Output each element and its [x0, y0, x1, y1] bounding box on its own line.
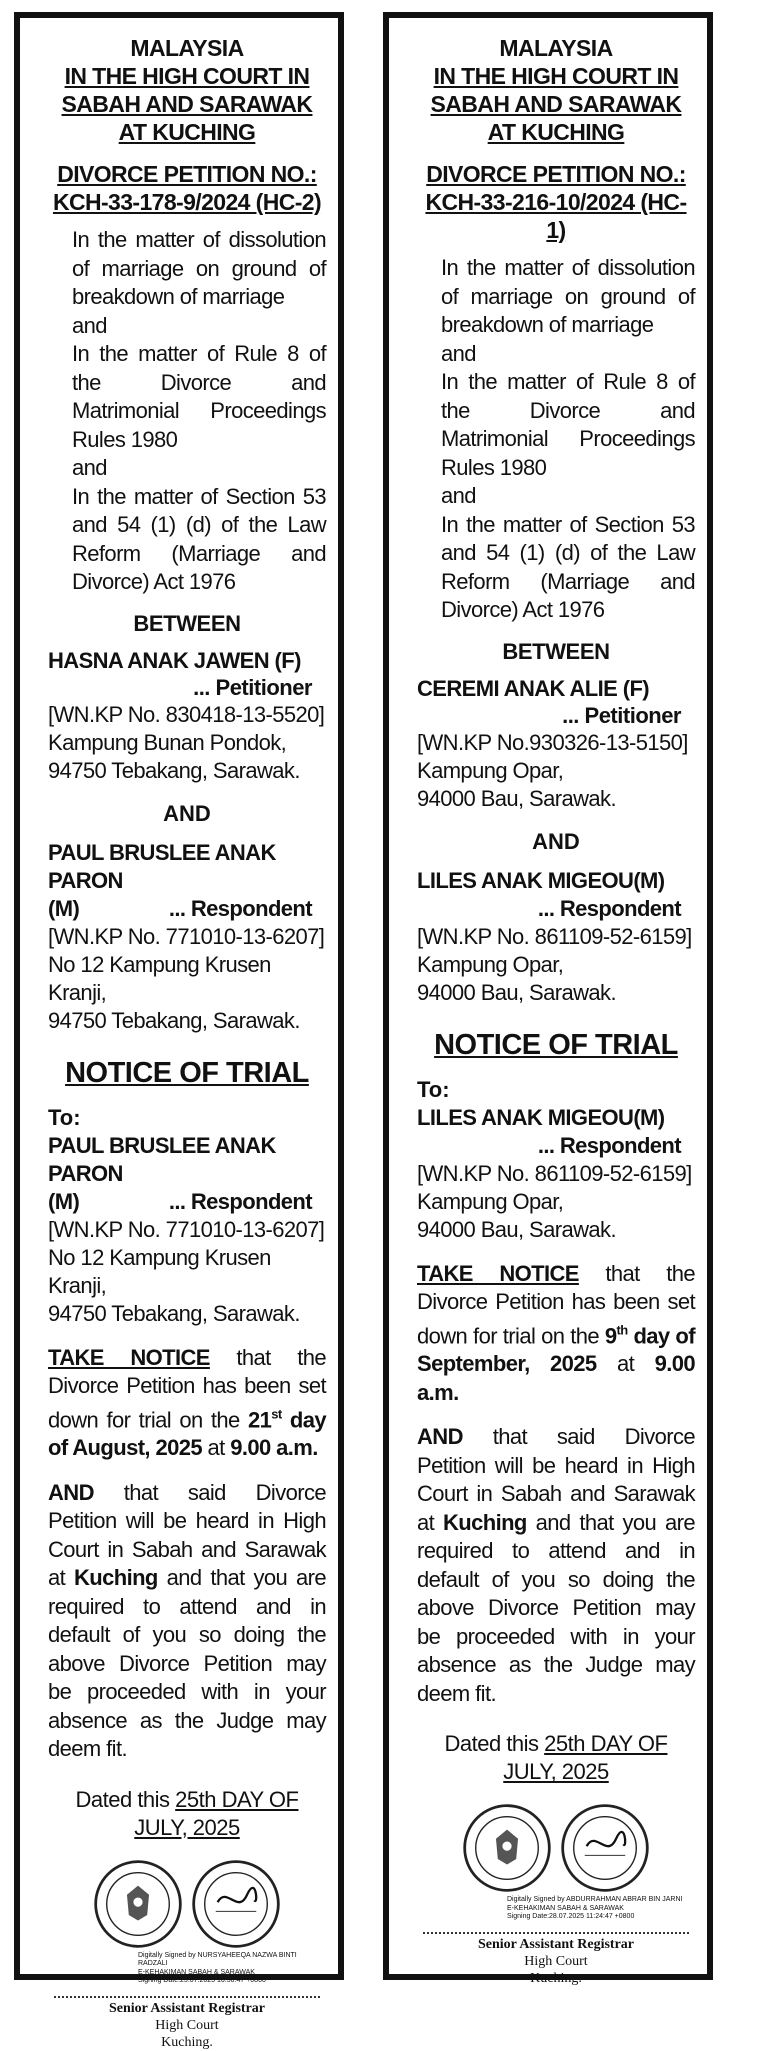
to-label: To: — [417, 1076, 450, 1102]
to-address-1: Kampung Opar, — [417, 1188, 564, 1214]
respondent-address-1: Kampung Opar, — [417, 951, 564, 977]
dated-prefix: Dated this — [75, 1786, 176, 1812]
heard-text-2: and that you are required to attend and in default of you so doing the above Divorce Petition may be proceeded with in your absence as the Judge may deem fit. — [417, 1509, 695, 1706]
notice-title: NOTICE OF TRIAL — [65, 1056, 309, 1089]
dated-line — [417, 1730, 695, 1786]
petitioner-role: ... Petitioner — [562, 702, 681, 728]
notice-column-1 — [14, 12, 344, 2050]
digital-signature-text: Digitally Signed by ABDURRAHMAN ABRAR BIN JARNI E-KEHAKIMAN SABAH & SARAWAK Signing Date:28.07.2025 11:24:47 +0800 — [507, 1896, 683, 1921]
trial-time: 9.00 a.m. — [230, 1435, 318, 1461]
and-label: AND — [163, 800, 211, 826]
and-bold: AND — [417, 1424, 463, 1450]
petitioner-address-2: 94000 Bau, Sarawak. — [417, 785, 616, 811]
to-label: To: — [48, 1104, 81, 1130]
heard-paragraph — [417, 1423, 695, 1708]
take-notice-paragraph — [48, 1344, 326, 1463]
petitioner-address-2: 94750 Tebakang, Sarawak. — [48, 757, 300, 783]
to-name: LILES ANAK MIGEOU(M) — [417, 1104, 665, 1130]
matter-and-1: and — [441, 340, 476, 366]
respondent-role: ... Respondent — [168, 895, 312, 921]
take-notice-label: TAKE NOTICE — [48, 1344, 210, 1370]
and-bold: AND — [48, 1479, 94, 1505]
to-role: ... Respondent — [168, 1188, 312, 1214]
court-seal-1 — [461, 1802, 553, 1894]
matters — [72, 226, 326, 597]
court-line-3: AT KUCHING — [487, 119, 625, 145]
registrar-line-2: High Court — [524, 1953, 588, 1969]
respondent-kp: [WN.KP No. 771010-13-6207] — [48, 923, 325, 949]
petition-label: DIVORCE PETITION NO.: — [426, 161, 686, 187]
heard-place: Kuching — [73, 1565, 158, 1591]
matters — [441, 254, 695, 625]
matter-and-2: and — [72, 455, 107, 480]
signature-dotted-line — [423, 1932, 689, 1934]
to-kp: [WN.KP No. 861109-52-6159] — [417, 1160, 692, 1186]
matter-3: In the matter of Section 53 and 54 (1) (d) of the Law Reform (Marriage and Divorce) Act 1976 — [72, 483, 326, 594]
respondent-role: ... Respondent — [537, 895, 681, 921]
trial-date-rest: day of September, 2025 — [417, 1322, 695, 1377]
respondent-role-line — [48, 895, 326, 923]
heard-place: Kuching — [442, 1509, 527, 1535]
petitioner-name: HASNA ANAK JAWEN (F) — [48, 647, 301, 673]
dated-date: 25th DAY OF JULY, 2025 — [503, 1731, 668, 1785]
court-line-2: SABAH AND SARAWAK — [61, 91, 313, 117]
notice-column-2 — [383, 12, 713, 1986]
dated-date: 25th DAY OF JULY, 2025 — [134, 1786, 299, 1840]
court-line-3: AT KUCHING — [118, 119, 256, 145]
to-block — [48, 1104, 326, 1328]
trial-date-rest: day of August, 2025 — [48, 1406, 326, 1461]
and-label: AND — [532, 828, 580, 854]
trial-day-suffix: th — [616, 1322, 628, 1338]
petitioner-block — [417, 675, 695, 813]
heard-text-1: that said Divorce Petition will be heard in High Court in Sabah and Sarawak at — [48, 1479, 326, 1591]
respondent-block — [48, 839, 326, 1035]
dated-line — [48, 1786, 326, 1842]
seals — [417, 1802, 695, 1894]
matter-2: In the matter of Rule 8 of the Divorce and Matrimonial Proceedings Rules 1980 — [441, 369, 695, 480]
respondent-kp: [WN.KP No. 861109-52-6159] — [417, 923, 692, 949]
to-role: ... Respondent — [537, 1132, 681, 1158]
trial-time: 9.00 a.m. — [417, 1351, 695, 1405]
respondent-role-line — [417, 895, 695, 923]
matter-and-1: and — [72, 312, 107, 338]
respondent-suffix: (M) — [48, 895, 80, 921]
registrar-line-3: Kuching. — [161, 2034, 213, 2050]
to-role-line — [48, 1188, 326, 1216]
court-seal-2 — [190, 1858, 282, 1950]
trial-at: at — [596, 1351, 655, 1377]
matter-2: In the matter of Rule 8 of the Divorce and Matrimonial Proceedings Rules 1980 — [72, 341, 326, 452]
trial-at: at — [202, 1435, 231, 1461]
to-role-line — [417, 1132, 695, 1160]
trial-day: 21 — [247, 1406, 272, 1432]
registrar-block — [48, 2000, 326, 2051]
respondent-address-2: 94750 Tebakang, Sarawak. — [48, 1007, 300, 1033]
respondent-name: LILES ANAK MIGEOU(M) — [417, 867, 665, 893]
registrar-block — [417, 1936, 695, 1987]
take-notice-text: that the Divorce Petition has been set down for trial on the — [48, 1344, 326, 1432]
to-kp: [WN.KP No. 771010-13-6207] — [48, 1216, 325, 1242]
to-suffix: (M) — [48, 1188, 80, 1214]
header — [417, 34, 695, 244]
matter-and-2: and — [441, 483, 476, 508]
matter-3: In the matter of Section 53 and 54 (1) (d) of the Law Reform (Marriage and Divorce) Act 1976 — [441, 511, 695, 622]
take-notice-text: that the Divorce Petition has been set down for trial on the — [417, 1260, 695, 1348]
to-address-2: 94750 Tebakang, Sarawak. — [48, 1300, 300, 1326]
heard-text-2: and that you are required to attend and in default of you so doing the above Divorce Petition may be proceeded with in your absence as the Judge may deem fit. — [48, 1565, 326, 1762]
header — [48, 34, 326, 216]
registrar-line-2: High Court — [155, 2017, 219, 2033]
matter-1: In the matter of dissolution of marriage on ground of breakdown of marriage — [441, 255, 695, 337]
trial-day: 9 — [604, 1322, 617, 1348]
take-notice-label: TAKE NOTICE — [417, 1260, 579, 1286]
matter-1: In the matter of dissolution of marriage on ground of breakdown of marriage — [72, 227, 326, 309]
court-line-2: SABAH AND SARAWAK — [430, 91, 682, 117]
petitioner-kp: [WN.KP No.930326-13-5150] — [417, 729, 688, 755]
country: MALAYSIA — [499, 35, 613, 61]
court-line-1: IN THE HIGH COURT IN — [433, 63, 679, 89]
respondent-name: PAUL BRUSLEE ANAK PARON — [48, 839, 276, 893]
petitioner-address-1: Kampung Bunan Pondok, — [48, 729, 287, 755]
notice-title: NOTICE OF TRIAL — [434, 1028, 678, 1061]
court-seal-2 — [559, 1802, 651, 1894]
heard-text-1: that said Divorce Petition will be heard in High Court in Sabah and Sarawak at — [417, 1424, 695, 1535]
seals — [48, 1858, 326, 1950]
between-label: BETWEEN — [133, 610, 241, 636]
respondent-address-1: No 12 Kampung Krusen Kranji, — [48, 951, 271, 1005]
respondent-address-2: 94000 Bau, Sarawak. — [417, 979, 616, 1005]
signature-dotted-line — [54, 1996, 320, 1998]
petition-number: KCH-33-216-10/2024 (HC-1) — [425, 189, 687, 243]
to-block — [417, 1076, 695, 1244]
petition-label: DIVORCE PETITION NO.: — [57, 161, 317, 187]
take-notice-paragraph — [417, 1260, 695, 1408]
petitioner-kp: [WN.KP No. 830418-13-5520] — [48, 701, 325, 727]
court-line-1: IN THE HIGH COURT IN — [64, 63, 310, 89]
registrar-title: Senior Assistant Registrar — [477, 1936, 635, 1952]
to-address-1: No 12 Kampung Krusen Kranji, — [48, 1244, 271, 1298]
dated-prefix: Dated this — [444, 1731, 545, 1757]
heard-paragraph — [48, 1479, 326, 1764]
digital-signature-text: Digitally Signed by NURSYAHEEQA NAZWA BINTI RADZALI E-KEHAKIMAN SABAH & SARAWAK Signing Date:25.07.2025 16:50:47 +0800 — [138, 1951, 297, 1985]
petition-number: KCH-33-178-9/2024 (HC-2) — [52, 189, 322, 215]
to-address-2: 94000 Bau, Sarawak. — [417, 1216, 616, 1242]
petitioner-name: CEREMI ANAK ALIE (F) — [417, 675, 650, 701]
to-name: PAUL BRUSLEE ANAK PARON — [48, 1132, 276, 1186]
trial-day-suffix: st — [271, 1406, 282, 1422]
country: MALAYSIA — [130, 35, 244, 61]
petitioner-block — [48, 647, 326, 785]
court-seal-1 — [92, 1858, 184, 1950]
registrar-title: Senior Assistant Registrar — [108, 2000, 266, 2016]
petitioner-address-1: Kampung Opar, — [417, 757, 564, 783]
registrar-line-3: Kuching. — [530, 1970, 582, 1986]
between-label: BETWEEN — [502, 638, 610, 664]
respondent-block — [417, 867, 695, 1007]
petitioner-role: ... Petitioner — [193, 674, 312, 700]
